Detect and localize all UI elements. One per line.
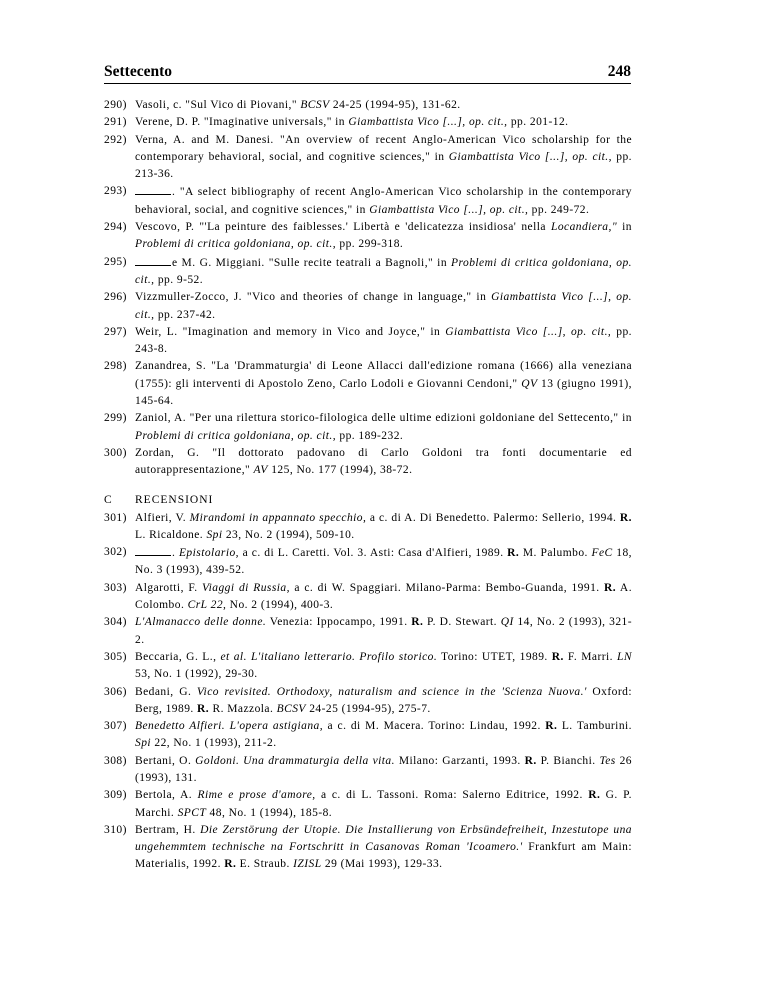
review-marker: R. [545, 720, 558, 733]
entry-title-italic: LN [617, 650, 632, 663]
entry-text: Zordan, G. "Il dottorato padovano di Carlo Goldoni tra fonti documentarie ed autorappresentazione," [135, 446, 632, 477]
bibliography-entry [104, 753, 632, 788]
entry-text: a c. di M. Macera. Torino: Lindau, 1992. [323, 720, 546, 733]
bibliography-entry [104, 254, 632, 290]
review-marker: R. [507, 547, 520, 560]
bibliography-entry [104, 289, 632, 324]
entry-text: in [617, 221, 633, 234]
entry-number: 290) [104, 99, 127, 111]
entry-title-italic: QI [500, 616, 514, 629]
entry-number: 298) [104, 360, 127, 373]
entry-number: 309) [104, 789, 127, 802]
entry-text: M. Palumbo. [519, 547, 592, 560]
review-marker: R. [604, 581, 617, 594]
page-number: 248 [607, 63, 631, 80]
entry-title-italic: Problemi di critica goldoniana, op. cit., [135, 429, 337, 442]
entry-title-italic: Locandiera," [550, 221, 618, 234]
entry-title-italic: FeC [591, 547, 613, 560]
bibliography-list-articles [104, 97, 632, 480]
entry-title-italic: Giambattista Vico [...], op. cit., [445, 325, 612, 338]
entry-text: 13 (giugno 1991), 145-64. [135, 377, 632, 408]
ditto-rule [135, 544, 171, 556]
entry-number: 305) [104, 650, 127, 663]
entry-text: Vizzmuller-Zocco, J. "Vico and theories of change in language," in [135, 291, 492, 304]
bibliography-entry [104, 787, 632, 822]
entry-title-italic: Spi [206, 528, 223, 541]
entry-text: pp. 9-52. [154, 273, 204, 286]
entry-title-italic: L'Almanacco delle donne. [135, 616, 267, 629]
bibliography-entry [104, 684, 632, 719]
entry-text: a c. di L. Tassoni. Roma: Salerno Editrice, 1992. [315, 789, 589, 802]
bibliography-entry [104, 132, 632, 184]
entry-title-italic: Rime e prose d'amore, [197, 789, 316, 802]
entry-title-italic: QV [521, 377, 538, 390]
bibliography-entry [104, 97, 632, 114]
entry-text: L. Tamburini. [557, 720, 632, 733]
entry-text: 48, No. 1 (1994), 185-8. [206, 806, 333, 819]
entry-text: . "A select bibliography of recent Anglo-American Vico scholarship in the contemporary behavioral, social, and cognitive sciences," in [135, 186, 632, 216]
entry-text: Beccaria, G. L., [135, 650, 221, 663]
entry-text: 125, No. 177 (1994), 38-72. [267, 464, 413, 477]
review-marker: R. [224, 858, 237, 871]
bibliography-entry [104, 649, 632, 684]
entry-text: Vescovo, P. "'La peinture des faiblesses.' Libertà e 'delicatezza insidiosa' nella [135, 221, 551, 234]
bibliography-entry [104, 219, 632, 254]
bibliography-entry [104, 410, 632, 445]
entry-number: 301) [104, 511, 127, 524]
entry-title-italic: Vico revisited. Orthodoxy, naturalism and science in the 'Scienza Nuova.' [196, 685, 587, 698]
entry-text: G. P. Marchi. [135, 789, 632, 819]
entry-text: 26 (1993), 131. [135, 754, 632, 784]
entry-text: pp. 237-42. [154, 308, 216, 321]
entry-text: pp. 201-12. [507, 116, 569, 129]
entry-text: Algarotti, F. [135, 581, 203, 594]
entry-title-italic: Problemi di critica goldoniana, op. cit., [135, 256, 632, 286]
bibliography [104, 97, 632, 874]
entry-text: F. Marri. [563, 650, 618, 663]
entry-title-italic: Tes [599, 754, 616, 767]
bibliography-list-reviews [104, 510, 632, 874]
entry-number: 304) [104, 616, 127, 629]
entry-title-italic: Giambattista Vico [...], op. cit., [348, 116, 508, 129]
entry-text: Vasoli, c. "Sul Vico di Piovani," [135, 99, 301, 111]
entry-number: 306) [104, 685, 127, 698]
entry-text: . [172, 547, 179, 560]
section-title: RECENSIONI [135, 493, 214, 506]
ditto-rule [135, 254, 171, 266]
page-header [104, 61, 631, 84]
entry-text: Frankfurt am Main: Materialis, 1992. [135, 841, 632, 871]
entry-text: Zanandrea, S. "La 'Drammaturgia' di Leone Allacci dall'edizione romana (1666) alla veneziana (1755): gli interventi di Apostolo Zeno, Carlo Lodoli e Giovanni Cendoni," [135, 360, 632, 390]
entry-text: 18, No. 3 (1993), 439-52. [135, 547, 632, 577]
entry-title-italic: AV [253, 464, 268, 477]
entry-number: 292) [104, 133, 127, 146]
entry-text: pp. 189-232. [336, 429, 404, 442]
entry-text: Bedani, G. [135, 685, 197, 698]
entry-number: 293) [104, 185, 127, 198]
entry-text: Verna, A. and M. Danesi. "An overview of recent Anglo-American Vico scholarship for the contemporary behavioral, social, and cognitive sciences," in [135, 133, 632, 163]
entry-number: 296) [104, 291, 127, 304]
entry-text: 23, No. 2 (1994), 509-10. [222, 528, 355, 541]
entry-text: pp. 243-8. [135, 325, 632, 356]
entry-text: E. Straub. [236, 858, 294, 871]
entry-text: 24-25 (1994-95), 131-62. [329, 99, 461, 111]
entry-text: e M. G. Miggiani. "Sulle recite teatrali a Bagnoli," in [172, 256, 452, 269]
bibliography-entry [104, 822, 632, 874]
entry-text: pp. 299-318. [336, 238, 404, 251]
review-marker: R. [197, 702, 210, 715]
entry-title-italic: Problemi di critica goldoniana, op. cit., [135, 238, 337, 251]
review-marker: R. [588, 789, 601, 802]
section-letter: C [104, 493, 113, 506]
entry-text: R. Mazzola. [209, 702, 277, 715]
bibliography-entry [104, 614, 632, 649]
entry-text: pp. 249-72. [528, 203, 590, 216]
review-marker: R. [524, 754, 537, 767]
entry-text: P. Bianchi. [536, 754, 600, 767]
entry-title-italic: Epistolario, [178, 547, 239, 560]
entry-title-italic: BCSV [276, 702, 306, 715]
entry-title-italic: Goldoni. Una drammaturgia della vita. [195, 754, 395, 767]
entry-text: Zaniol, A. "Per una rilettura storico-filologica delle ultime edizioni goldoniane del Settecento," in [135, 412, 632, 425]
bibliography-entry [104, 358, 632, 410]
bibliography-entry [104, 114, 632, 131]
entry-title-italic: IZISL [293, 858, 322, 871]
entry-text: Alfieri, V. [135, 511, 190, 524]
entry-text: A. Colombo. [135, 581, 633, 612]
entry-text: pp. 213-36. [135, 150, 632, 181]
entry-title-italic: Viaggi di Russia, [202, 581, 290, 594]
entry-text: Verene, D. P. "Imaginative universals," in [135, 116, 349, 129]
entry-number: 300) [104, 446, 127, 459]
section-heading [104, 492, 632, 510]
entry-text: Bertani, O. [135, 754, 196, 767]
entry-text: Torino: UTET, 1989. [437, 650, 552, 663]
entry-number: 294) [104, 221, 127, 234]
entry-text: Venezia: Ippocampo, 1991. [266, 616, 412, 629]
bibliography-entry [104, 580, 632, 615]
entry-title-italic: Mirandomi in appannato specchio, [189, 511, 367, 524]
entry-title-italic: SPCT [177, 806, 207, 819]
review-marker: R. [411, 616, 424, 629]
bibliography-entry [104, 544, 632, 580]
entry-text: 53, No. 1 (1992), 29-30. [135, 668, 258, 681]
entry-title-italic: Benedetto Alfieri. L'opera astigiana, [135, 720, 324, 733]
entry-text: a c. di L. Caretti. Vol. 3. Asti: Casa d'Alfieri, 1989. [238, 547, 508, 560]
bibliography-entry [104, 183, 632, 219]
entry-title-italic: Giambattista Vico [...], op. cit., [135, 291, 632, 321]
entry-number: 303) [104, 581, 127, 594]
entry-text: 14, No. 2 (1993), 321-2. [135, 616, 633, 646]
bibliography-entry [104, 445, 632, 480]
entry-number: 299) [104, 412, 127, 425]
entry-title-italic: Giambattista Vico [...], op. cit., [369, 203, 529, 216]
entry-text: a c. di W. Spaggiari. Milano-Parma: Bembo-Guanda, 1991. [289, 581, 605, 594]
entry-text: Bertram, H. [135, 823, 201, 836]
entry-title-italic: Spi [135, 737, 152, 750]
entry-title-italic: CrL 22, [187, 599, 227, 612]
entry-number: 307) [104, 720, 127, 733]
bibliography-entry [104, 324, 632, 359]
entry-number: 302) [104, 546, 127, 559]
entry-text: L. Ricaldone. [135, 528, 207, 541]
entry-text: Milano: Garzanti, 1993. [394, 754, 525, 767]
entry-number: 297) [104, 325, 127, 338]
entry-number: 295) [104, 255, 127, 268]
entry-number: 310) [104, 823, 127, 836]
entry-number: 291) [104, 116, 127, 129]
entry-title-italic: et al. L'italiano letterario. Profilo storico. [220, 650, 438, 663]
entry-text: Oxford: Berg, 1989. [135, 685, 632, 715]
entry-text: a c. di A. Di Benedetto. Palermo: Sellerio, 1994. [366, 511, 620, 524]
entry-number: 308) [104, 754, 127, 767]
entry-title-italic: Giambattista Vico [...], op. cit., [448, 150, 612, 163]
bibliography-entry [104, 510, 632, 545]
entry-text: Bertola, A. [135, 789, 198, 802]
entry-text: Weir, L. "Imagination and memory in Vico and Joyce," in [135, 325, 446, 338]
entry-text: 29 (Mai 1993), 129-33. [321, 858, 443, 871]
ditto-rule [135, 183, 171, 195]
review-marker: R. [551, 650, 564, 663]
entry-text: No. 2 (1994), 400-3. [226, 599, 334, 612]
bibliography-entry [104, 718, 632, 753]
entry-text: 22, No. 1 (1993), 211-2. [151, 737, 277, 750]
running-title: Settecento [104, 63, 172, 80]
review-marker: R. [619, 511, 632, 524]
entry-text: P. D. Stewart. [423, 616, 501, 629]
entry-title-italic: BCSV [300, 99, 330, 111]
entry-text: 24-25 (1994-95), 275-7. [305, 702, 431, 715]
entry-title-italic: Die Zerstörung der Utopie. Die Installierung von Erbsündefreiheit, Inzestutope una ungehemmtem technische na Fortschritt in Casanovas Roman 'Icoamero.' [135, 823, 632, 854]
